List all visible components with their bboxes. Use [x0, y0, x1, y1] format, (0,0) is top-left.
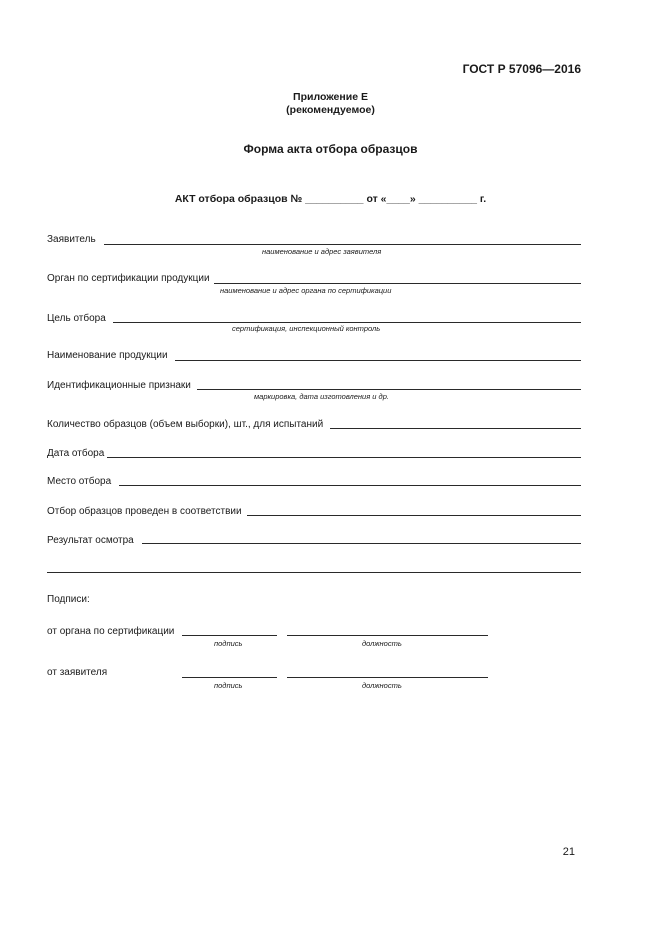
purpose-hint: сертификация, инспекционный контроль: [232, 324, 381, 333]
annex-title: Приложение Е: [293, 91, 368, 103]
annex-heading: [0, 91, 661, 117]
cert-body-position-hint: должность: [362, 639, 402, 648]
annex-status: (рекомендуемое): [286, 104, 375, 116]
applicant-signature-label: от заявителя: [47, 667, 108, 678]
signatures-title: Подписи:: [47, 594, 90, 605]
cert-body-label: Орган по сертификации продукции: [47, 273, 210, 284]
act-title: АКТ отбора образцов № __________ от «____» __________ г.: [174, 193, 487, 205]
result-label: Результат осмотра: [47, 535, 134, 546]
applicant-signature-hint: подпись: [214, 681, 243, 690]
standard-number: ГОСТ Р 57096—2016: [462, 62, 581, 76]
ident-hint: маркировка, дата изготовления и др.: [254, 392, 389, 401]
purpose-field[interactable]: [113, 322, 581, 323]
date-field[interactable]: [107, 457, 581, 458]
cert-body-signature-hint: подпись: [214, 639, 243, 648]
applicant-label: Заявитель: [47, 234, 96, 245]
result-field[interactable]: [142, 543, 581, 544]
cert-body-position-field[interactable]: [287, 635, 488, 636]
quantity-field[interactable]: [330, 428, 581, 429]
quantity-label: Количество образцов (объем выборки), шт., для испытаний: [47, 419, 324, 430]
form-title: Форма акта отбора образцов: [243, 142, 418, 156]
cert-body-field[interactable]: [214, 283, 581, 284]
applicant-position-field[interactable]: [287, 677, 488, 678]
result-field-continuation[interactable]: [47, 572, 581, 573]
cert-body-signature-label: от органа по сертификации: [47, 626, 175, 637]
product-name-label: Наименование продукции: [47, 350, 168, 361]
place-label: Место отбора: [47, 476, 112, 487]
page-number: 21: [562, 846, 575, 858]
applicant-signature-field[interactable]: [182, 677, 277, 678]
cert-body-hint: наименование и адрес органа по сертификации: [220, 286, 392, 295]
ident-field[interactable]: [197, 389, 581, 390]
applicant-hint: наименование и адрес заявителя: [262, 247, 382, 256]
conformity-field[interactable]: [247, 515, 581, 516]
date-label: Дата отбора: [47, 448, 105, 459]
purpose-label: Цель отбора: [47, 313, 106, 324]
ident-label: Идентификационные признаки: [47, 380, 191, 391]
cert-body-signature-field[interactable]: [182, 635, 277, 636]
place-field[interactable]: [119, 485, 581, 486]
conformity-label: Отбор образцов проведен в соответствии: [47, 506, 242, 517]
applicant-field[interactable]: [104, 244, 581, 245]
applicant-position-hint: должность: [362, 681, 402, 690]
product-name-field[interactable]: [175, 360, 581, 361]
